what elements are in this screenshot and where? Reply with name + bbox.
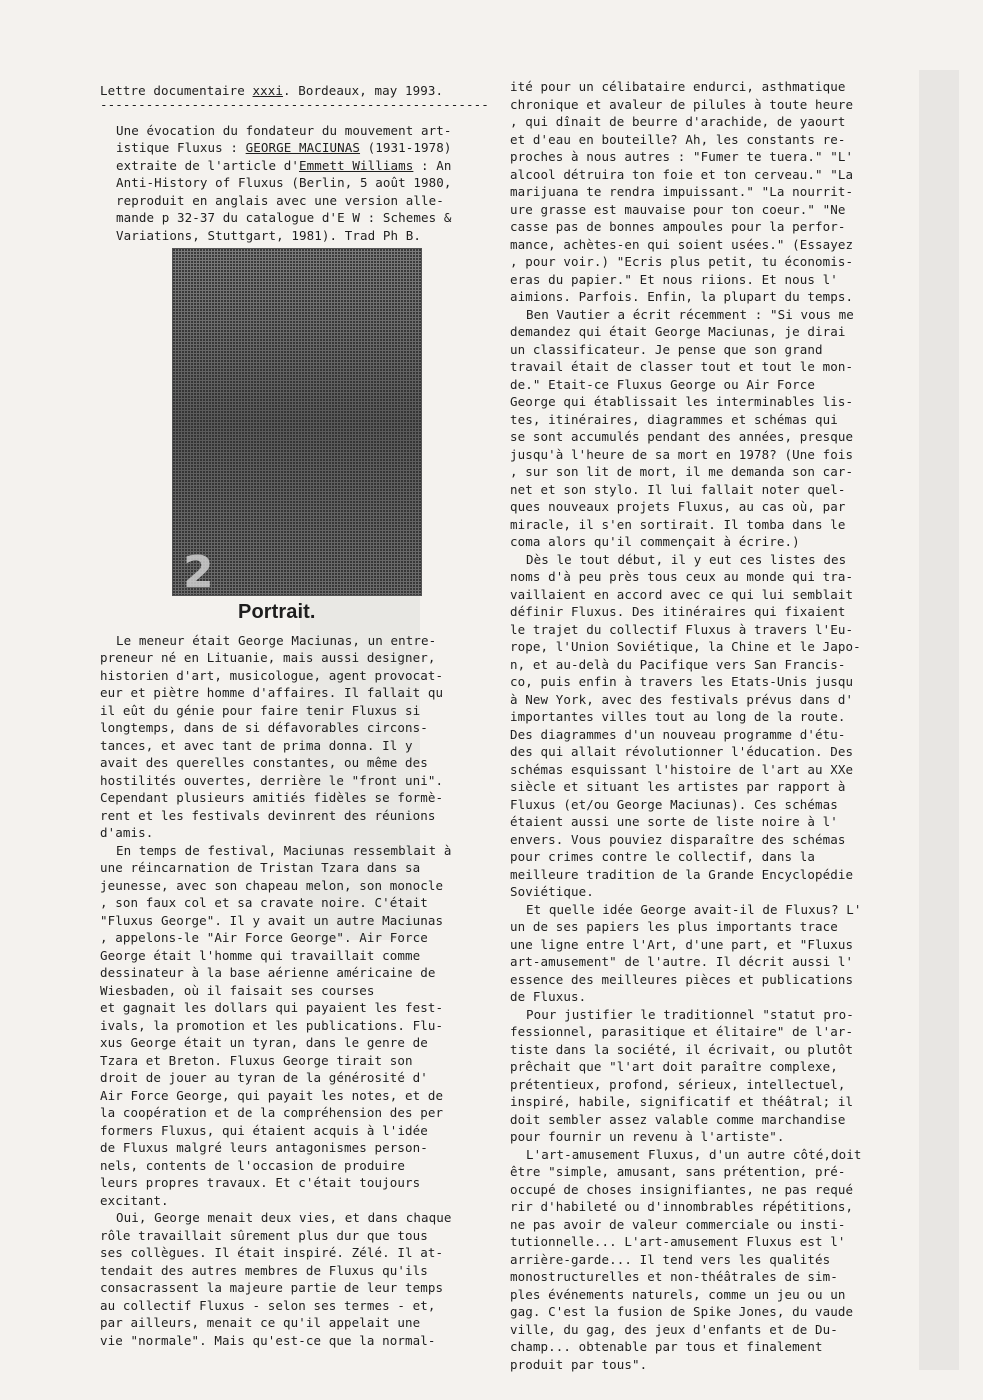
intro-block bbox=[116, 122, 496, 245]
paragraph: Dès le tout début, il y eut ces listes des noms d'à peu près tous ceux au monde qui tra- vaillaient en accord avec ce qui lui semblait définir Fluxus. Des itinéraires qui fixaient le trajet du collectif Fluxus à travers l'Eu- rope, l'Union Soviétique, la Chine et le Japo- n, et au-delà du Pacifique vers San Francis- co, puis enfin à travers les Etats-Unis jusqu à New York, avec des festivals prévus dans d' importantes villes tout au long de la route. Des diagrammes d'un nouveau programme d'étu- des qui allait révolutionner l'éducation. Des schémas esquissant l'histoire de l'art au XXe siècle et situant les artistes par rapport à Fluxus (et/ou George Maciunas). Ces schémas étaient aussi une sorte de liste noire à l' envers. Vous pouviez disparaître des schémas pour crimes contre le collectif, dans la meilleure tradition de la Grande Encyclopédie Soviétique. bbox=[510, 551, 861, 899]
paragraph: ité pour un célibataire endurci, asthmatique chronique et avaleur de pilules à toute heure , qui dînait de beurre d'arachide, de yaourt et d'eau en bouteille? Ah, les constants re- proches à nous autres : "Fumer te tuera." "L' alcool détruira ton foie et ton cerveau." "La marijuana te rendra impuissant." "La nourrit- ure grasse est mauvaise pour ton coeur." "Ne casse pas de bonnes ampoules pour la perfor- mance, achètes-en qui soient usées." (Essayez , pour voir.) "Ecris plus petit, tu économis- eras du papier." Et nous riions. Et nous l' aimions. Parfois. Enfin, la plupart du temps. bbox=[510, 79, 854, 304]
paragraph: Et quelle idée George avait-il de Fluxus? L' un de ses papiers les plus importants trace une ligne entre l'Art, d'une part, et "Fluxus art-amusement" de l'autre. Il décrit aussi l' essence des meilleures pièces et publications de Fluxus. bbox=[510, 901, 862, 1004]
paragraph: Ben Vautier a écrit récemment : "Si vous me demandez qui était George Maciunas, je dirai un classificateur. Je pense que son grand travail était de classer tout et tout le mon- de." Etait-ce Fluxus George ou Air Force George qui établissait les interminables lis- tes, itinéraires, diagrammes et schémas qui se sont accumulés pendant des années, presque jusqu'à l'heure de sa mort en 1978? (Une fois , sur son lit de mort, il me demanda son car- net et son stylo. Il lui fallait noter quel- ques nouveaux projets Fluxus, au cas où, par miracle, il s'en sortirait. Il tomba dans le coma alors qu'il commençait à écrire.) bbox=[510, 306, 854, 549]
portrait-caption: Portrait. bbox=[238, 601, 316, 623]
paragraph: L'art-amusement Fluxus, d'un autre côté,doit être "simple, amusant, sans prétention, pré- occupé de choses insignifiantes, ne pas requé rir d'habileté ou d'innombrables répétitions, ne pas avoir de valeur commerciale ou insti- tutionnelle... L'art-amusement Fluxus est l' arrière-garde... Il tend vers les qualités monostructurelles et non-théâtrales de sim- ples événements naturels, comme un jeu ou un gag. C'est la fusion de Spike Jones, du vaude ville, du gag, des jeux d'enfants et de Du- champ... obtenable par tous et finalement produit par tous". bbox=[510, 1146, 862, 1372]
paragraph: Le meneur était George Maciunas, un entre- preneur né en Lituanie, mais aussi designer, historien d'art, musicologue, agent provocat- eur et piètre homme d'affaires. Il fallait qu il eût du génie pour faire tenir Fluxus si longtemps, dans de si défavorables circons- tances, et avec tant de prima donna. Il y avait des querelles constantes, ou même des hostilités ouvertes, derrière le "front uni". Cependant plusieurs amitiés fidèles se formè- rent et les festivals devinrent des réunions d'amis. bbox=[100, 632, 444, 840]
header-rule: --------------------------------------------------- bbox=[100, 99, 489, 110]
header-prefix: Lettre documentaire bbox=[100, 83, 253, 98]
author-name: Emmett Williams bbox=[299, 157, 414, 173]
watermark-graphic bbox=[909, 70, 969, 1370]
intro-line: extraite de l'article d'Emmett Williams : An bbox=[116, 157, 452, 173]
letter-header bbox=[100, 82, 496, 100]
right-column bbox=[510, 78, 905, 1373]
intro-line: reproduit en anglais avec une version alle- bbox=[116, 192, 444, 208]
portrait-photo bbox=[172, 248, 422, 596]
left-column bbox=[100, 82, 496, 1349]
paragraph: Oui, George menait deux vies, et dans chaque rôle travaillait sûrement plus dur que tous ses collègues. Il était inspiré. Zélé. Il at- tendait des autres membres de Fluxus qu'ils consacrassent la majeure partie de leur temps au collectif Fluxus - selon ses termes - et, par ailleurs, menait ce qu'il appelait une vie "normale". Mais qu'est-ce que la normal- bbox=[100, 1210, 452, 1348]
paragraph: En temps de festival, Maciunas ressemblait à une réincarnation de Tristan Tzara dans sa jeunesse, avec son chapeau melon, son monocle , son faux col et sa cravate noire. C'était "Fluxus George". Il y avait un autre Maciunas , appelons-le "Air Force George". Air Force George était l'homme qui travaillait comme dessinateur à la base aérienne américaine de Wiesbaden, où il faisait ses courses et gagnait les dollars qui payaient les fest- ivals, la promotion et les publications. Flu- xus George était un tyran, dans le genre de Tzara et Breton. Fluxus George tirait son droit de jouer au tyran de la générosité d' Air Force George, qui payait les notes, et de la coopération et de la compréhension des per formers Fluxus, qui étaient acquis à l'idée de Fluxus malgré leurs antagonismes person- nels, contents de l'occasion de produire leurs propres travaux. Et c'était toujours excitant. bbox=[100, 842, 452, 1208]
right-body-text bbox=[510, 78, 905, 1373]
header-suffix: . Bordeaux, may 1993. bbox=[283, 83, 444, 98]
intro-line: Anti-History of Fluxus (Berlin, 5 août 1980, bbox=[116, 175, 452, 190]
paragraph: Pour justifier le traditionnel "statut pro- fessionnel, parasitique et élitaire" de l'ar- tiste dans la société, il écrivait, ou plutôt prêchait que "l'art doit paraître complexe, prétentieux, profond, sérieux, intellectuel, inspiré, habile, significatif et théâtral; il doit sembler assez valable comme marchandise pour fournir un revenu à l'artiste". bbox=[510, 1006, 854, 1144]
subject-name: GEORGE MACIUNAS bbox=[245, 140, 361, 155]
intro-line: Variations, Stuttgart, 1981). Trad Ph B. bbox=[116, 227, 422, 243]
intro-line: istique Fluxus : GEORGE MACIUNAS (1931-1978) bbox=[116, 140, 452, 155]
intro-line: mande p 32-37 du catalogue d'E W : Schemes & bbox=[116, 210, 452, 225]
left-body-text bbox=[100, 632, 496, 1350]
photo-number: 2 bbox=[183, 546, 214, 598]
issue-number: xxxi bbox=[252, 83, 284, 98]
intro-line: Une évocation du fondateur du mouvement art- bbox=[116, 122, 452, 138]
